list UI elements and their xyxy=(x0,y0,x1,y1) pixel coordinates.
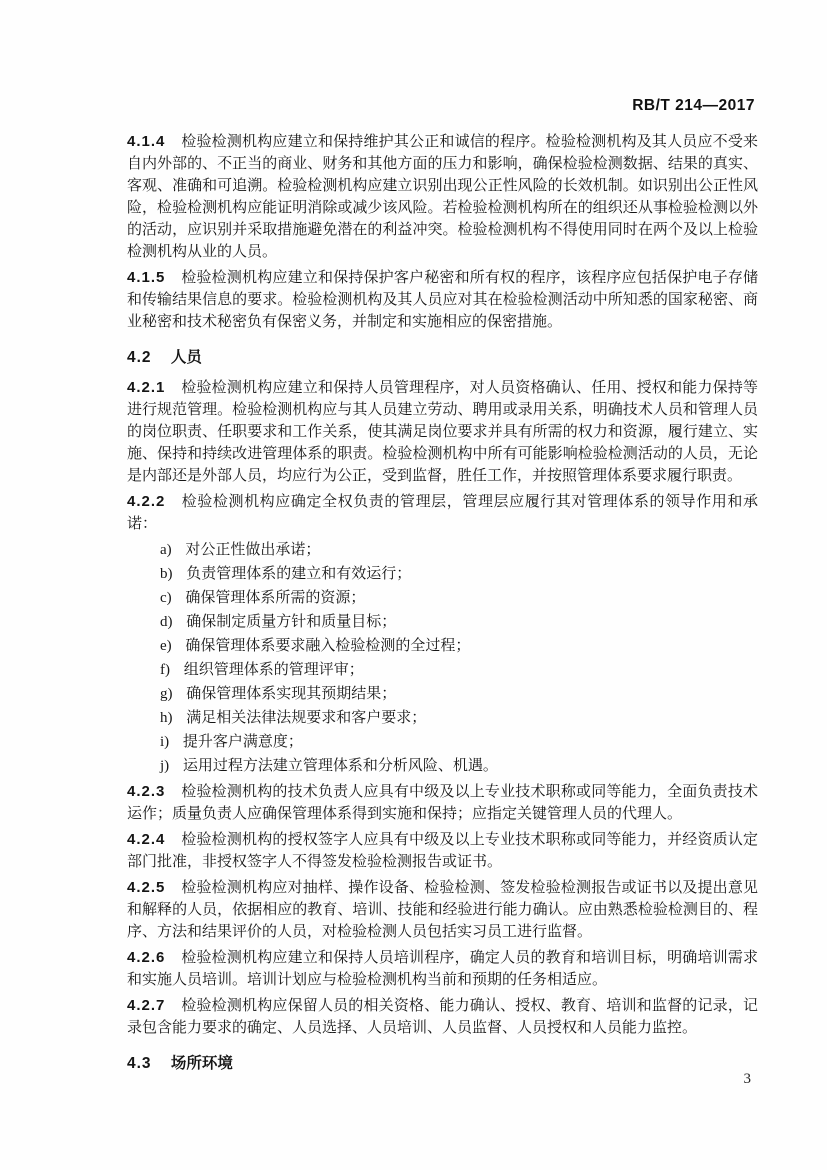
list-item-text: 确保制定质量方针和质量目标； xyxy=(186,614,397,630)
section-heading-4-2 xyxy=(127,347,758,369)
list-item-label: c) xyxy=(160,590,172,606)
clause-4-2-2 xyxy=(127,491,758,535)
list-item-text: 提升客户满意度； xyxy=(182,734,303,750)
clause-4-2-1 xyxy=(127,377,758,487)
list-item-d xyxy=(160,611,758,633)
clause-number: 4.2.6 xyxy=(127,949,166,966)
clause-4-2-7 xyxy=(127,995,758,1039)
heading-number: 4.2 xyxy=(127,349,152,366)
clause-number: 4.1.4 xyxy=(127,133,166,150)
list-item-e xyxy=(160,635,758,657)
clause-text: 检验检测机构应建立和保持人员管理程序，对人员资格确认、任用、授权和能力保持等进行规范管理。检验检测机构应与其人员建立劳动、聘用或录用关系，明确技术人员和管理人员的岗位职责、任职要求和工作关系，使其满足岗位要求并具有所需的权力和资源，履行建立、实施、保持和持续改进管理体系的职责。检验检测机构中所有可能影响检验检测活动的人员，无论是内部还是外部人员，均应行为公正，受到监督，胜任工作，并按照管理体系要求履行职责。 xyxy=(127,380,758,484)
list-item-h xyxy=(160,707,758,729)
heading-title: 人员 xyxy=(170,349,202,366)
management-commitments-list xyxy=(127,539,758,777)
list-item-text: 对公正性做出承诺； xyxy=(185,542,321,558)
list-item-text: 确保管理体系所需的资源； xyxy=(185,590,366,606)
list-item-label: e) xyxy=(160,638,172,654)
document-body xyxy=(127,131,758,1083)
list-item-text: 负责管理体系的建立和有效运行； xyxy=(186,566,412,582)
clause-text: 检验检测机构的技术负责人应具有中级及以上专业技术职称或同等能力，全面负责技术运作；质量负责人应确保管理体系得到实施和保持；应指定关键管理人员的代理人。 xyxy=(127,784,758,822)
heading-title: 场所环境 xyxy=(170,1055,233,1072)
clause-text: 检验检测机构应建立和保持保护客户秘密和所有权的程序，该程序应包括保护电子存储和传输结果信息的要求。检验检测机构及其人员应对其在检验检测活动中所知悉的国家秘密、商业秘密和技术秘密负有保密义务，并制定和实施相应的保密措施。 xyxy=(127,270,758,330)
heading-number: 4.3 xyxy=(127,1055,152,1072)
clause-number: 4.2.1 xyxy=(127,379,166,396)
list-item-label: g) xyxy=(160,686,173,702)
list-item-c xyxy=(160,587,758,609)
clause-4-2-5 xyxy=(127,877,758,943)
list-item-label: i) xyxy=(160,734,170,750)
list-item-text: 运用过程方法建立管理体系和分析风险、机遇。 xyxy=(182,758,498,774)
list-item-b xyxy=(160,563,758,585)
list-item-text: 满足相关法律法规要求和客户要求； xyxy=(186,710,427,726)
list-item-label: d) xyxy=(160,614,173,630)
list-item-i xyxy=(160,731,758,753)
list-item-a xyxy=(160,539,758,561)
clause-text: 检验检测机构应保留人员的相关资格、能力确认、授权、教育、培训和监督的记录，记录包含能力要求的确定、人员选择、人员培训、人员监督、人员授权和人员能力监控。 xyxy=(127,998,758,1036)
list-item-text: 组织管理体系的管理评审； xyxy=(183,662,364,678)
standard-code-header: RB/T 214—2017 xyxy=(632,97,755,114)
clause-4-2-3 xyxy=(127,781,758,825)
list-item-label: f) xyxy=(160,662,170,678)
page-number: 3 xyxy=(743,1071,751,1087)
clause-4-2-6 xyxy=(127,947,758,991)
clause-4-2-4 xyxy=(127,829,758,873)
clause-number: 4.2.7 xyxy=(127,997,166,1014)
clause-number: 4.2.4 xyxy=(127,831,166,848)
list-item-text: 确保管理体系要求融入检验检测的全过程； xyxy=(185,638,471,654)
clause-number: 4.2.2 xyxy=(127,493,166,510)
clause-number: 4.2.5 xyxy=(127,879,166,896)
clause-text: 检验检测机构应建立和保持人员培训程序，确定人员的教育和培训目标，明确培训需求和实施人员培训。培训计划应与检验检测机构当前和预期的任务相适应。 xyxy=(127,950,758,988)
section-heading-4-3 xyxy=(127,1053,758,1075)
clause-4-1-5 xyxy=(127,267,758,333)
clause-text: 检验检测机构应对抽样、操作设备、检验检测、签发检验检测报告或证书以及提出意见和解释的人员，依据相应的教育、培训、技能和经验进行能力确认。应由熟悉检验检测目的、程序、方法和结果评价的人员，对检验检测人员包括实习员工进行监督。 xyxy=(127,880,758,940)
list-item-j xyxy=(160,755,758,777)
clause-number: 4.2.3 xyxy=(127,783,166,800)
clause-text: 检验检测机构应建立和保持维护其公正和诚信的程序。检验检测机构及其人员应不受来自内外部的、不正当的商业、财务和其他方面的压力和影响，确保检验检测数据、结果的真实、客观、准确和可追溯。检验检测机构应建立识别出现公正性风险的长效机制。如识别出公正性风险，检验检测机构应能证明消除或减少该风险。若检验检测机构所在的组织还从事检验检测以外的活动，应识别并采取措施避免潜在的利益冲突。检验检测机构不得使用同时在两个及以上检验检测机构从业的人员。 xyxy=(127,134,758,260)
list-item-g xyxy=(160,683,758,705)
list-item-label: b) xyxy=(160,566,173,582)
list-item-label: h) xyxy=(160,710,173,726)
clause-text: 检验检测机构的授权签字人应具有中级及以上专业技术职称或同等能力，并经资质认定部门批准，非授权签字人不得签发检验检测报告或证书。 xyxy=(127,832,758,870)
list-item-label: a) xyxy=(160,542,172,558)
clause-text: 检验检测机构应确定全权负责的管理层，管理层应履行其对管理体系的领导作用和承诺： xyxy=(127,494,758,532)
clause-4-1-4 xyxy=(127,131,758,263)
clause-number: 4.1.5 xyxy=(127,269,166,286)
list-item-label: j) xyxy=(160,758,170,774)
list-item-text: 确保管理体系实现其预期结果； xyxy=(186,686,397,702)
list-item-f xyxy=(160,659,758,681)
